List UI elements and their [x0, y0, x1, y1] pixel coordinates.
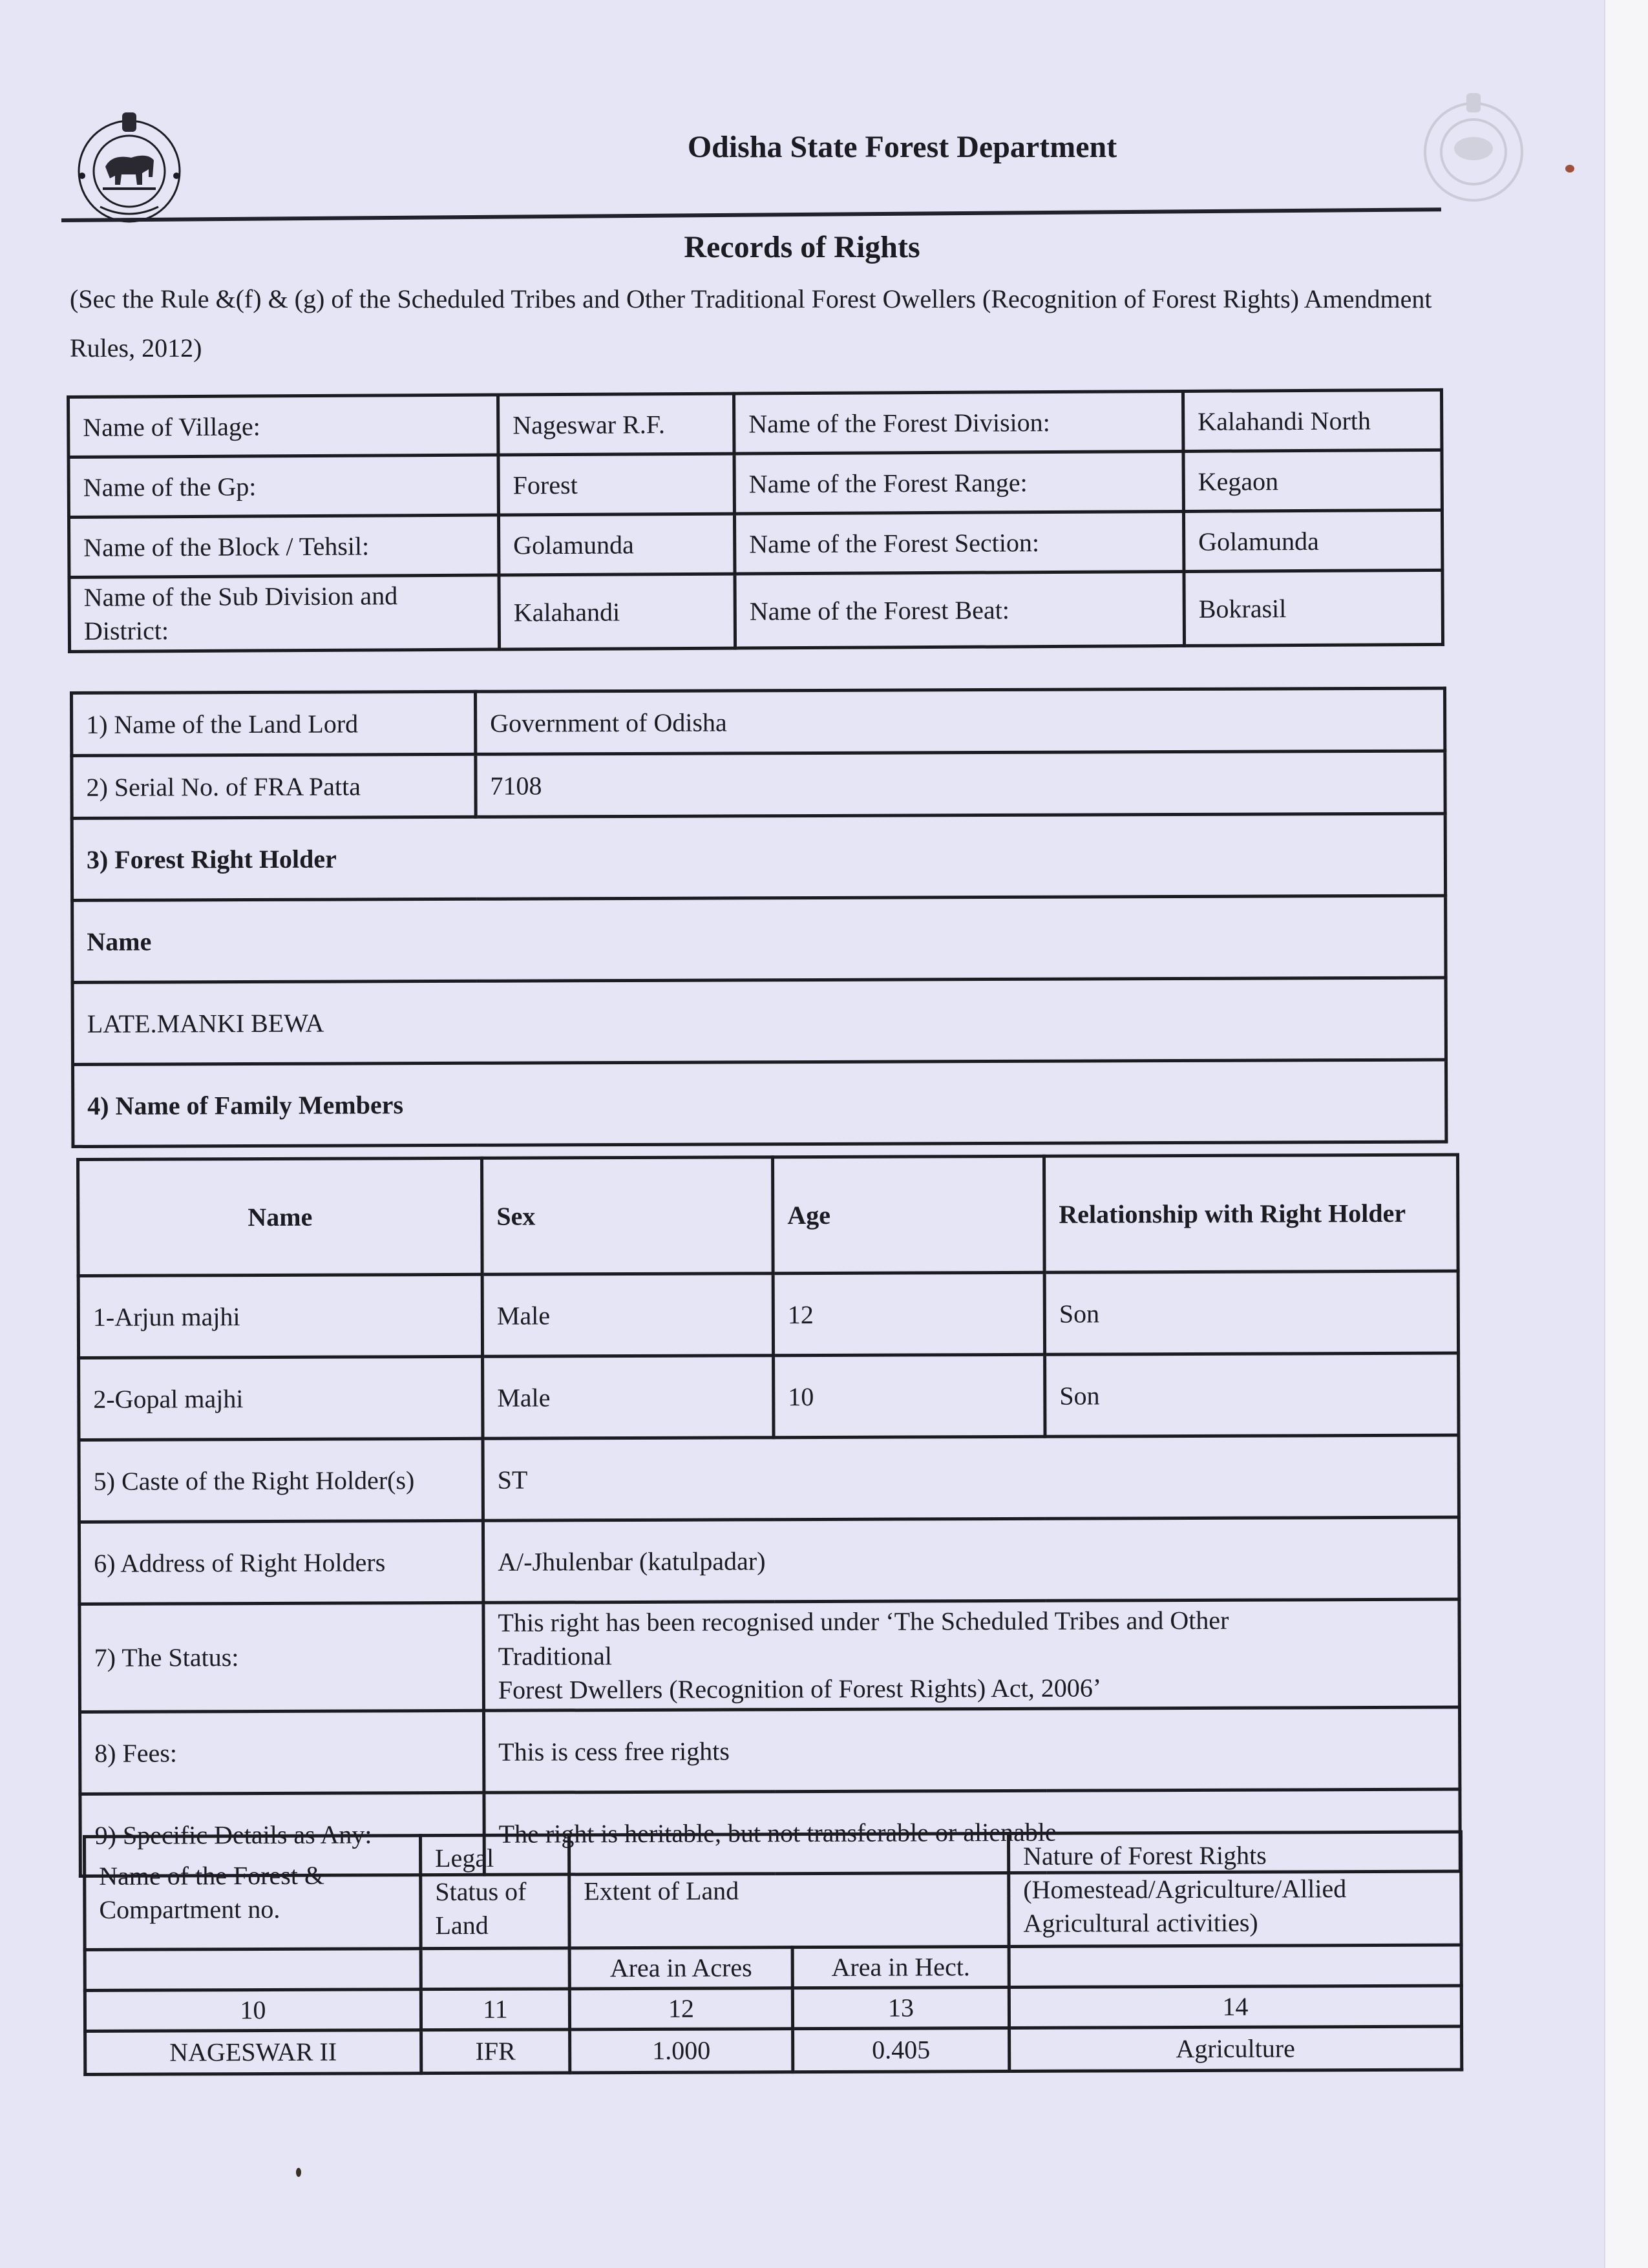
forest-beat-label: Name of the Forest Beat: — [735, 571, 1185, 648]
member-sex: Male — [482, 1274, 773, 1357]
status-value — [483, 1599, 1460, 1710]
column-number: 12 — [569, 1988, 792, 2030]
legal-status-value: IFR — [421, 2030, 570, 2074]
column-number: 13 — [792, 1987, 1009, 2028]
member-age: 10 — [774, 1354, 1045, 1437]
scan-edge — [1604, 0, 1648, 2268]
block-label: Name of the Block / Tehsil: — [69, 515, 498, 577]
village-label: Name of Village: — [69, 395, 498, 457]
table-row — [69, 450, 1442, 517]
caste-label: 5) Caste of the Right Holder(s) — [79, 1438, 483, 1522]
fees-label: 8) Fees: — [79, 1710, 483, 1794]
nature-value: Agriculture — [1009, 2026, 1462, 2071]
fees-value: This is cess free rights — [483, 1707, 1459, 1792]
status-line: This right has been recognised under ‘The Scheduled Tribes and Other — [498, 1605, 1229, 1637]
table-row — [72, 688, 1445, 755]
right-holder-table — [70, 687, 1448, 1148]
land-subheader-row — [85, 1945, 1461, 1990]
table-row — [79, 1517, 1459, 1604]
forest-range-value: Kegaon — [1183, 450, 1442, 511]
holder-name-value: LATE.MANKI BEWA — [72, 978, 1446, 1064]
department-title: Odisha State Forest Department — [687, 130, 1117, 164]
forest-name-header: Name of the Forest & Compartment no. — [85, 1836, 421, 1950]
block-value: Golamunda — [498, 514, 734, 575]
specific-details-label: 9) Specific Details as Any: — [80, 1792, 484, 1876]
forest-section-label: Name of the Forest Section: — [734, 511, 1183, 574]
subdivision-value: Kalahandi — [499, 574, 735, 649]
table-row — [69, 390, 1442, 457]
acres-value: 1.000 — [570, 2029, 793, 2073]
forest-division-value: Kalahandi North — [1183, 390, 1441, 451]
member-relationship: Son — [1045, 1353, 1459, 1436]
column-header-sex: Sex — [482, 1157, 774, 1275]
table-row — [79, 1435, 1459, 1522]
table-row — [79, 1707, 1459, 1794]
member-name: 2-Gopal majhi — [79, 1356, 483, 1440]
column-number: 11 — [421, 1989, 569, 2030]
table-row — [72, 751, 1445, 818]
table-row — [85, 2026, 1462, 2074]
table-row — [79, 1353, 1459, 1440]
caste-value: ST — [483, 1435, 1459, 1520]
table-row — [72, 896, 1446, 982]
empty-cell — [421, 1948, 569, 1990]
scan-speck — [1565, 165, 1574, 173]
legal-status-header: Legal Status of Land — [421, 1835, 570, 1949]
table-row — [79, 1599, 1460, 1712]
forest-name-value: NAGESWAR II — [85, 2030, 421, 2075]
column-number-row — [85, 1986, 1461, 2031]
address-label: 6) Address of Right Holders — [79, 1520, 483, 1604]
forest-range-label: Name of the Forest Range: — [734, 451, 1183, 514]
land-table — [83, 1831, 1463, 2076]
member-name: 1-Arjun majhi — [78, 1274, 482, 1358]
status-line: Forest Dwellers (Recognition of Forest Rights) Act, 2006’ — [498, 1673, 1102, 1705]
table-row — [78, 1271, 1458, 1358]
land-lord-value: Government of Odisha — [476, 688, 1445, 754]
location-table — [67, 388, 1444, 653]
table-row — [72, 814, 1445, 900]
serial-value: 7108 — [476, 751, 1445, 817]
land-header-row — [85, 1832, 1462, 1949]
table-row — [69, 510, 1442, 577]
family-heading: 4) Name of Family Members — [73, 1060, 1446, 1146]
family-header-row — [78, 1155, 1459, 1276]
member-relationship: Son — [1044, 1271, 1458, 1354]
table-row — [69, 570, 1443, 651]
land-lord-label: 1) Name of the Land Lord — [72, 691, 476, 755]
subdivision-label: Name of the Sub Division and District: — [69, 575, 500, 651]
column-header-relationship: Relationship with Right Holder — [1044, 1155, 1458, 1272]
nature-header: Nature of Forest Rights (Homestead/Agriculture/Allied Agricultural activities) — [1009, 1832, 1462, 1946]
member-age: 12 — [773, 1272, 1044, 1355]
hect-value: 0.405 — [793, 2028, 1009, 2072]
odisha-emblem-icon — [74, 103, 184, 226]
member-sex: Male — [483, 1356, 774, 1439]
gp-label: Name of the Gp: — [69, 455, 498, 517]
acres-header: Area in Acres — [569, 1948, 792, 1989]
extent-header: Extent of Land — [569, 1833, 1009, 1948]
specific-details-value: The right is heritable, but not transferable or alienable — [484, 1789, 1460, 1874]
serial-label: 2) Serial No. of FRA Patta — [72, 754, 476, 818]
village-value: Nageswar R.F. — [498, 394, 734, 455]
forest-section-value: Golamunda — [1183, 510, 1442, 571]
table-row — [72, 978, 1446, 1064]
table-row — [73, 1060, 1446, 1146]
scan-speck — [296, 2168, 301, 2177]
column-number: 10 — [85, 1990, 421, 2032]
family-details-table — [76, 1153, 1462, 1878]
column-header-age: Age — [773, 1156, 1045, 1273]
status-line: Traditional — [498, 1641, 613, 1671]
forest-beat-value: Bokrasil — [1184, 570, 1443, 646]
document-title: Records of Rights — [684, 230, 920, 264]
address-value: A/-Jhulenbar (katulpadar) — [483, 1517, 1459, 1602]
forest-division-label: Name of the Forest Division: — [734, 391, 1183, 454]
gp-value: Forest — [498, 454, 734, 515]
column-header-name: Name — [78, 1158, 483, 1276]
hect-header: Area in Hect. — [792, 1946, 1009, 1988]
name-heading: Name — [72, 896, 1446, 982]
right-holder-heading: 3) Forest Right Holder — [72, 814, 1445, 900]
empty-cell — [1009, 1945, 1461, 1987]
rule-reference: (Sec the Rule &(f) & (g) of the Scheduled Tribes and Other Traditional Forest Owellers (Recognition of Forest Rights) Amendment Rules, 2012) — [70, 284, 1432, 362]
column-number: 14 — [1009, 1986, 1461, 2028]
status-label: 7) The Status: — [79, 1602, 484, 1712]
empty-cell — [85, 1949, 421, 1991]
